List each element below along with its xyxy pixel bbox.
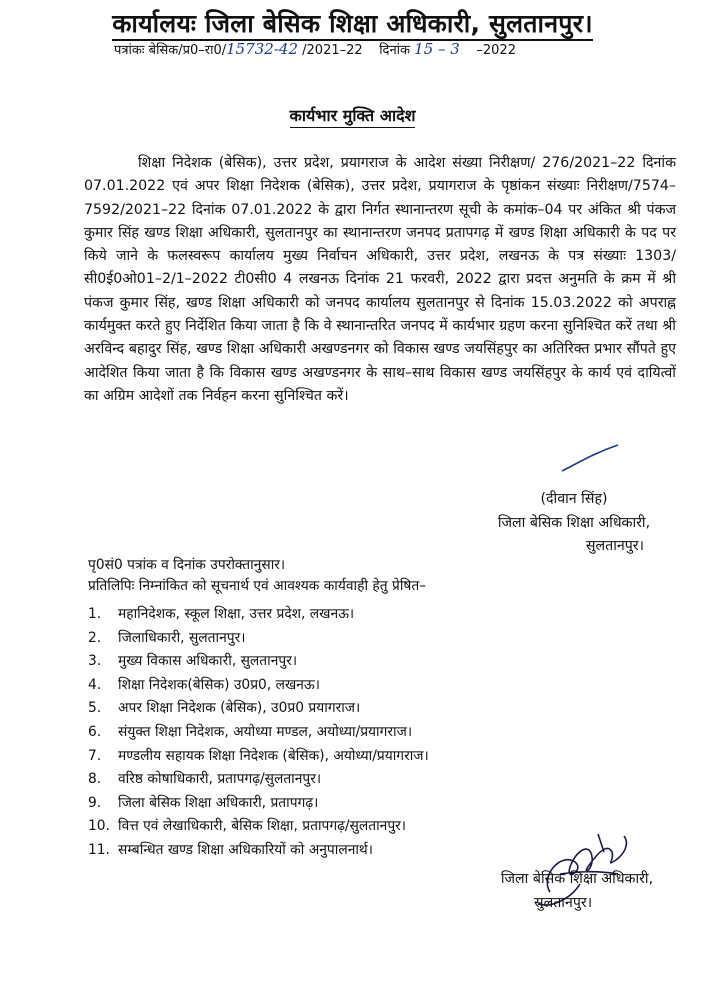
list-item: 3. मुख्य विकास अधिकारी, सुलतानपुर।: [88, 653, 298, 670]
office-title-text: कार्यालयः जिला बेसिक शिक्षा अधिकारी, सुलतानपुर।: [112, 9, 593, 41]
endorsement-line-2: प्रतिलिपिः निम्नांकित को सूचनार्थ एवं आवश्यक कार्यवाही हेतु प्रेषित–: [88, 578, 427, 594]
signatory-designation-2: जिला बेसिक शिक्षा अधिकारी,: [500, 871, 654, 887]
list-item: 7. मण्डलीय सहायक शिक्षा निदेशक (बेसिक), अयोध्या/प्रयागराज।: [88, 747, 429, 764]
list-item: 11. सम्बन्धित खण्ड शिक्षा अधिकारियों को अनुपालनार्थ।: [88, 841, 373, 858]
endorsement-block: [88, 555, 426, 597]
list-item: 10. वित्त एवं लेखाधिकारी, बेसिक शिक्षा, प्रतापगढ़/सुलतानपुर।: [88, 818, 407, 835]
copy-list: [88, 603, 429, 863]
list-item: 2. जिलाधिकारी, सुलतानपुर।: [88, 629, 246, 646]
ref-year: /2021–22: [302, 43, 363, 58]
order-title-text: कार्यभार मुक्ति आदेश: [290, 106, 416, 128]
signatory-name: (दीवान सिंह): [540, 491, 608, 507]
signature-block-2: [472, 868, 682, 915]
signatory-place: सुलतानपुर।: [585, 538, 644, 554]
signature-block-1: [474, 488, 674, 559]
order-title: [0, 104, 705, 126]
list-item: 5. अपर शिक्षा निदेशक (बेसिक), उ0प्र0 प्रयागराज।: [88, 700, 361, 717]
initials-scribble: [560, 443, 620, 473]
list-item: 8. वरिष्ठ कोषाधिकारी, प्रतापगढ़/सुलतानपुर।: [88, 771, 322, 788]
signatory-designation: जिला बेसिक शिक्षा अधिकारी,: [497, 514, 651, 531]
office-title: [0, 6, 705, 40]
order-body-paragraph: शिक्षा निदेशक (बेसिक), उत्तर प्रदेश, प्रयागराज के आदेश संख्या निरीक्षण/ 276/2021–22 दिनांक 07.01.2022 एवं अपर शिक्षा निदेशक (बेसिक), उत्तर प्रदेश, प्रयागराज के पृष्ठांकन संख्याः निरीक्षण/7574–7592/2021–22 दिनांक 07.01.2022 के द्वारा निर्गत स्थानान्तरण सूची के कमांक–04 पर अंकित श्री पंकज कुमार सिंह खण्ड शिक्षा अधिकारी, सुलतानपुर का स्थानान्तरण जनपद प्रतापगढ़ में खण्ड शिक्षा अधिकारी के पद पर किये जाने के फलस्वरूप कार्यालय मुख्य निर्वाचन अधिकारी, उत्तर प्रदेश, लखनऊ के पत्र संख्याः 1303/सी0ई0ओ01–2/1–2022 टी0सी0 4 लखनऊ दिनांक 21 फरवरी, 2022 द्वारा प्रदत्त अनुमति के क्रम में श्री पंकज कुमार सिंह, खण्ड शिक्षा अधिकारी को जनपद कार्यालय सुलतानपुर से दिनांक 15.03.2022 को अपराह्न कार्यमुक्त करते हुए निर्देशित किया जाता है कि वे स्थानान्तरित जनपद में कार्यभार ग्रहण करना सुनिश्चित करें तथा श्री अरविन्द बहादुर सिंह, खण्ड शिक्षा अधिकारी अखण्डनगर को विकास खण्ड जयसिंहपुर का अतिरिक्त प्रभार सौंपते हुए आदेशित किया जाता है कि विकास खण्ड अखण्डनगर के साथ–साथ विकास खण्ड जयसिंहपुर के कार्य एवं दायित्वों का अग्रिम आदेशों तक निर्वहन करना सुनिश्चित करें।: [84, 155, 676, 404]
list-item: 4. शिक्षा निदेशक(बेसिक) उ0प्र0, लखनऊ।: [88, 676, 320, 693]
endorsement-line-1: पृ0सं0 पत्रांक व दिनांक उपरोक्तानुसार।: [88, 557, 286, 573]
date-year: –2022: [476, 43, 516, 58]
date-handwritten: 15 – 3: [414, 40, 460, 58]
list-item: 9. जिला बेसिक शिक्षा अधिकारी, प्रतापगढ़।: [88, 794, 319, 811]
ref-prefix: पत्रांकः बेसिक/प्र0–रा0/: [114, 43, 227, 58]
signatory-place-2: सुलतानपुर।: [534, 894, 593, 911]
date-label: दिनांक: [379, 43, 411, 58]
list-item: 6. संयुक्त शिक्षा निदेशक, अयोध्या मण्डल, अयोध्या/प्रयागराज।: [88, 723, 413, 740]
ref-number-handwritten: 15732-42: [226, 40, 298, 58]
reference-line: [114, 40, 516, 58]
list-item: 1. महानिदेशक, स्कूल शिक्षा, उत्तर प्रदेश, लखनऊ।: [88, 606, 355, 622]
